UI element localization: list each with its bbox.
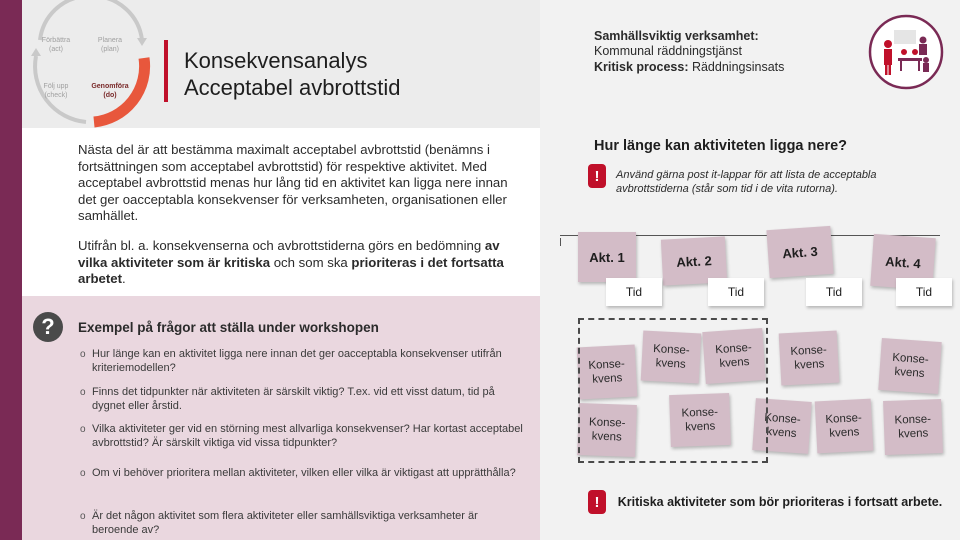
time-label: Tid (727, 285, 745, 299)
assessment-text-2: och som ska (270, 254, 352, 270)
consequence-note[interactable] (779, 331, 840, 386)
activity-note[interactable] (766, 226, 833, 278)
question-item (80, 467, 525, 481)
time-note[interactable] (806, 278, 862, 306)
question-item (80, 386, 525, 413)
cycle-step-act: Förbättra (act) (41, 37, 71, 53)
process-label-bold: Kritisk process: (594, 60, 689, 74)
consequence-note[interactable] (815, 399, 874, 454)
sector-name: Kommunal räddningstjänst (594, 44, 742, 58)
title-accent-bar (164, 40, 168, 102)
pdca-cycle-graphic (26, 0, 156, 128)
assessment-text-1: Utifrån bl. a. konsekvenserna och avbrottstiderna görs en bedömning (78, 238, 485, 253)
question-text: Hur länge kan en aktivitet ligga nere innan det ger oacceptabla konsekvenser utifrån kriteriemodellen? (92, 348, 502, 374)
team-meeting-icon (868, 14, 944, 90)
consequence-label: Konse- kvens (790, 344, 828, 372)
bullet-icon: o (80, 387, 86, 398)
assessment-bold-1: av vilka aktiviteter som är kritiska (78, 238, 500, 270)
question-item (80, 510, 525, 537)
process-name: Räddningsinsats (688, 60, 785, 74)
assessment-text-3: . (121, 271, 126, 286)
bullet-icon: o (80, 349, 86, 360)
question-item (80, 348, 525, 375)
right-question: Hur länge kan aktiviteten ligga nere? (594, 138, 848, 154)
exclamation-icon: ! (588, 490, 606, 514)
cycle-step-do: Genomföra (do) (91, 83, 129, 99)
consequence-label: Konse- kvens (588, 358, 626, 386)
consequence-label: Konse- kvens (714, 341, 753, 371)
timeline-tick (560, 238, 561, 246)
critical-activities-text: Kritiska aktiviteter som bör prioriteras i fortsatt arbete. (617, 495, 943, 509)
consequence-label: Konse- kvens (681, 406, 719, 434)
question-mark-icon: ? (33, 312, 63, 342)
time-label: Tid (825, 285, 843, 299)
left-accent-bar (0, 0, 22, 540)
cycle-step-check: Följ upp (check) (43, 83, 69, 99)
time-label: Tid (625, 285, 643, 299)
questions-heading: Exempel på frågor att ställa under workshopen (78, 320, 379, 335)
time-note[interactable] (896, 278, 952, 306)
consequence-note[interactable] (883, 399, 943, 455)
question-text: Vilka aktiviteter ger vid en störning mest allvarliga konsekvenser? Har kortast acceptabel avbrottstid? Är särskilt viktiga vid vissa tidpunkter? (92, 423, 523, 449)
tip-text: Använd gärna post it-lappar för att lista de acceptabla avbrottstiderna (står som tid i de vita rutorna). (616, 169, 877, 195)
consequence-label: Konse- kvens (825, 412, 863, 440)
sector-label-bold: Samhällsviktig verksamhet: (594, 29, 759, 43)
time-note[interactable] (606, 278, 662, 306)
sector-label (594, 28, 759, 44)
consequence-label: Konse- kvens (894, 413, 932, 441)
bullet-icon: o (80, 511, 86, 522)
consequence-label: Konse- kvens (588, 416, 626, 444)
activity-label: Akt. 4 (884, 253, 922, 271)
question-text: Är det någon aktivitet som flera aktiviteter eller samhällsviktiga verksamheter är beroende av? (92, 510, 478, 536)
time-note[interactable] (708, 278, 764, 306)
activity-label: Akt. 3 (781, 243, 819, 261)
consequence-label: Konse- kvens (891, 351, 930, 381)
activity-label: Akt. 1 (589, 249, 625, 265)
exclamation-icon: ! (588, 164, 606, 188)
bullet-icon: o (80, 468, 86, 479)
consequence-label: Konse- kvens (652, 343, 690, 371)
consequence-note[interactable] (878, 338, 941, 394)
process-label (594, 59, 784, 75)
intro-paragraph: Nästa del är att bestämma maximalt acceptabel avbrottstid (benämns i fortsättningen som acceptabel avbrottstid) för respektive aktivitet. Med acceptabel avbrottstid menas hur lång tid en aktivitet kan ligga nere innan det ger oacceptabla konsekvenser för verksamheten, organisationen eller samhället. (78, 142, 508, 223)
question-item (80, 423, 525, 450)
question-text: Finns det tidpunkter när aktiviteten är särskilt viktig? T.ex. vid ett visst datum, tid på dygnet eller årstid. (92, 386, 495, 412)
activity-label: Akt. 2 (675, 252, 713, 270)
pdca-cycle (26, 0, 156, 128)
page-title: Konsekvensanalys (184, 48, 368, 73)
activity-note[interactable] (578, 232, 636, 282)
bullet-icon: o (80, 424, 86, 435)
consequence-label: Konse- kvens (763, 411, 802, 441)
assessment-paragraph (78, 238, 508, 288)
question-text: Om vi behöver prioritera mellan aktiviteter, vilken eller vilka är viktigast att upprätthålla? (92, 467, 516, 479)
page-subtitle: Acceptabel avbrottstid (184, 75, 401, 100)
time-label: Tid (915, 285, 933, 299)
assessment-bold-2: prioriteras i det fortsatta arbetet (78, 254, 504, 286)
cycle-step-plan: Planera (plan) (97, 37, 123, 53)
critical-selection-box (578, 318, 768, 463)
